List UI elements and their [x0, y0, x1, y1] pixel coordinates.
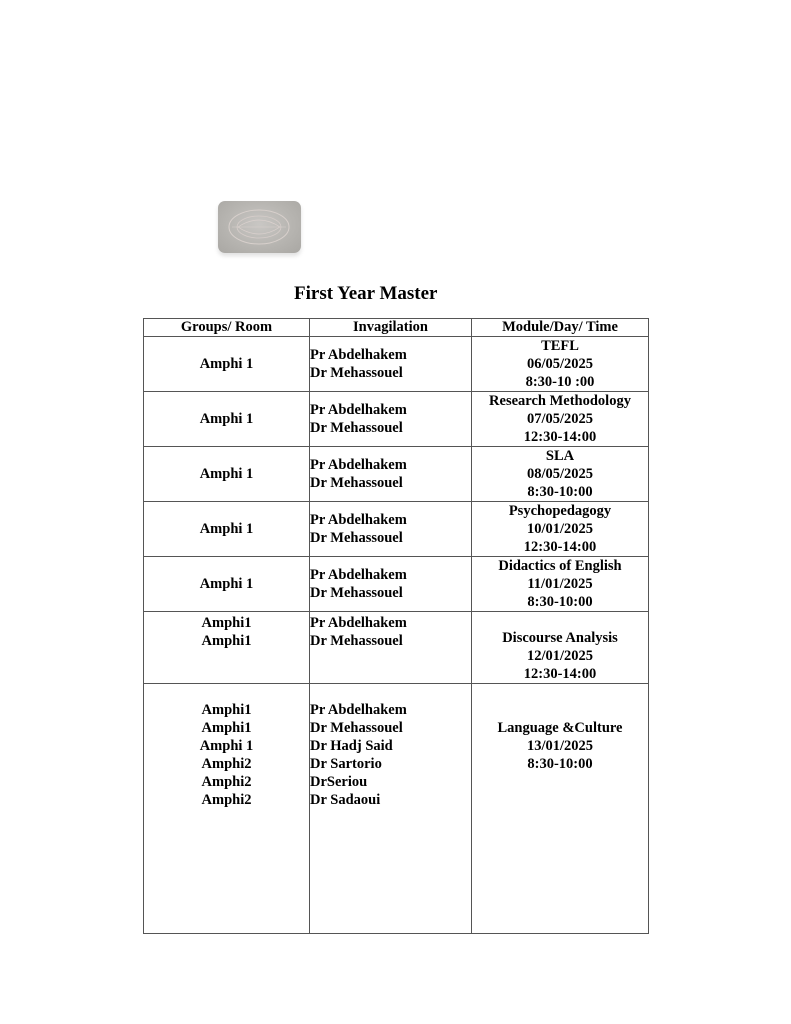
- table-header-row: [144, 319, 649, 337]
- module-name: Language &Culture: [497, 720, 623, 736]
- invigilator-name: Dr Mehassouel: [310, 530, 403, 546]
- module-cell: [472, 337, 649, 392]
- room-cell: [144, 502, 310, 557]
- exam-time: 8:30-10 :00: [525, 374, 595, 390]
- room-cell: [144, 337, 310, 392]
- invigilator-name: Dr Mehassouel: [310, 420, 403, 436]
- page-title: First Year Master: [294, 283, 438, 304]
- module-cell: [472, 557, 649, 612]
- room-name: Amphi 1: [199, 356, 254, 372]
- exam-schedule-table: [143, 318, 649, 934]
- invigilators-cell: [310, 612, 472, 684]
- module-cell: [472, 447, 649, 502]
- room-name: Amphi 1: [199, 411, 254, 427]
- table-row: [144, 392, 649, 447]
- room-name: Amphi1: [201, 633, 252, 649]
- module-cell: [472, 392, 649, 447]
- invigilators-cell: [310, 337, 472, 392]
- invigilator-name: Dr Hadj Said: [310, 738, 393, 754]
- exam-date: 11/01/2025: [527, 576, 593, 592]
- room-name: Amphi 1: [199, 466, 254, 482]
- table-row: [144, 502, 649, 557]
- invigilators-cell: [310, 447, 472, 502]
- room-name: Amphi 1: [199, 521, 254, 537]
- module-name: Psychopedagogy: [508, 503, 612, 519]
- room-name: Amphi1: [201, 720, 252, 736]
- invigilator-name: Pr Abdelhakem: [310, 512, 407, 528]
- invigilator-name: Dr Mehassouel: [310, 475, 403, 491]
- invigilators-cell: [310, 557, 472, 612]
- invigilator-name: Dr Mehassouel: [310, 633, 403, 649]
- exam-time: 12:30-14:00: [523, 666, 597, 682]
- exam-date: 06/05/2025: [526, 356, 594, 372]
- header-invigilation: Invagilation: [310, 319, 472, 337]
- room-name: Amphi2: [201, 792, 252, 808]
- room-cell: [144, 684, 310, 934]
- room-cell: [144, 392, 310, 447]
- exam-date: 08/05/2025: [526, 466, 594, 482]
- table-row: [144, 337, 649, 392]
- invigilator-name: Pr Abdelhakem: [310, 567, 407, 583]
- invigilator-name: Dr Sartorio: [310, 756, 382, 772]
- invigilator-name: Dr Mehassouel: [310, 720, 403, 736]
- invigilator-name: Pr Abdelhakem: [310, 347, 407, 363]
- exam-time: 12:30-14:00: [523, 429, 597, 445]
- invigilator-name: Dr Mehassouel: [310, 365, 403, 381]
- room-cell: [144, 447, 310, 502]
- exam-date: 10/01/2025: [526, 521, 594, 537]
- invigilator-name: DrSeriou: [310, 774, 368, 790]
- invigilators-cell: [310, 392, 472, 447]
- invigilator-name: Pr Abdelhakem: [310, 402, 407, 418]
- exam-date: 07/05/2025: [526, 411, 594, 427]
- module-name: SLA: [545, 448, 575, 464]
- invigilator-name: Dr Sadaoui: [310, 792, 381, 808]
- room-cell: [144, 557, 310, 612]
- table-row: [144, 447, 649, 502]
- invigilator-name: Pr Abdelhakem: [310, 457, 407, 473]
- module-name: TEFL: [541, 338, 579, 354]
- table-row: [144, 684, 649, 934]
- invigilators-cell: [310, 684, 472, 934]
- module-name: Research Methodology: [489, 393, 631, 409]
- module-cell: [472, 502, 649, 557]
- invigilator-name: Dr Mehassouel: [310, 585, 403, 601]
- room-name: Amphi 1: [199, 576, 254, 592]
- room-name: Amphi 1: [199, 738, 254, 754]
- exam-time: 8:30-10:00: [527, 484, 593, 500]
- room-name: Amphi1: [201, 615, 252, 631]
- module-name: Discourse Analysis: [502, 630, 618, 646]
- exam-date: 12/01/2025: [526, 648, 594, 664]
- table-row: [144, 557, 649, 612]
- room-cell: [144, 612, 310, 684]
- room-name: Amphi2: [201, 756, 252, 772]
- exam-time: 8:30-10:00: [527, 756, 593, 772]
- invigilator-name: Pr Abdelhakem: [310, 615, 407, 631]
- exam-time: 12:30-14:00: [523, 539, 597, 555]
- room-name: Amphi2: [201, 774, 252, 790]
- exam-date: 13/01/2025: [526, 738, 594, 754]
- module-name: Didactics of English: [498, 558, 622, 574]
- module-cell: [472, 684, 649, 934]
- header-groups-room: Groups/ Room: [144, 319, 310, 337]
- invigilators-cell: [310, 502, 472, 557]
- module-cell: [472, 612, 649, 684]
- exam-time: 8:30-10:00: [527, 594, 593, 610]
- header-module-day-time: Module/Day/ Time: [472, 319, 649, 337]
- table-row: [144, 612, 649, 684]
- invigilator-name: Pr Abdelhakem: [310, 702, 407, 718]
- room-name: Amphi1: [201, 702, 252, 718]
- university-seal-icon: [218, 201, 301, 253]
